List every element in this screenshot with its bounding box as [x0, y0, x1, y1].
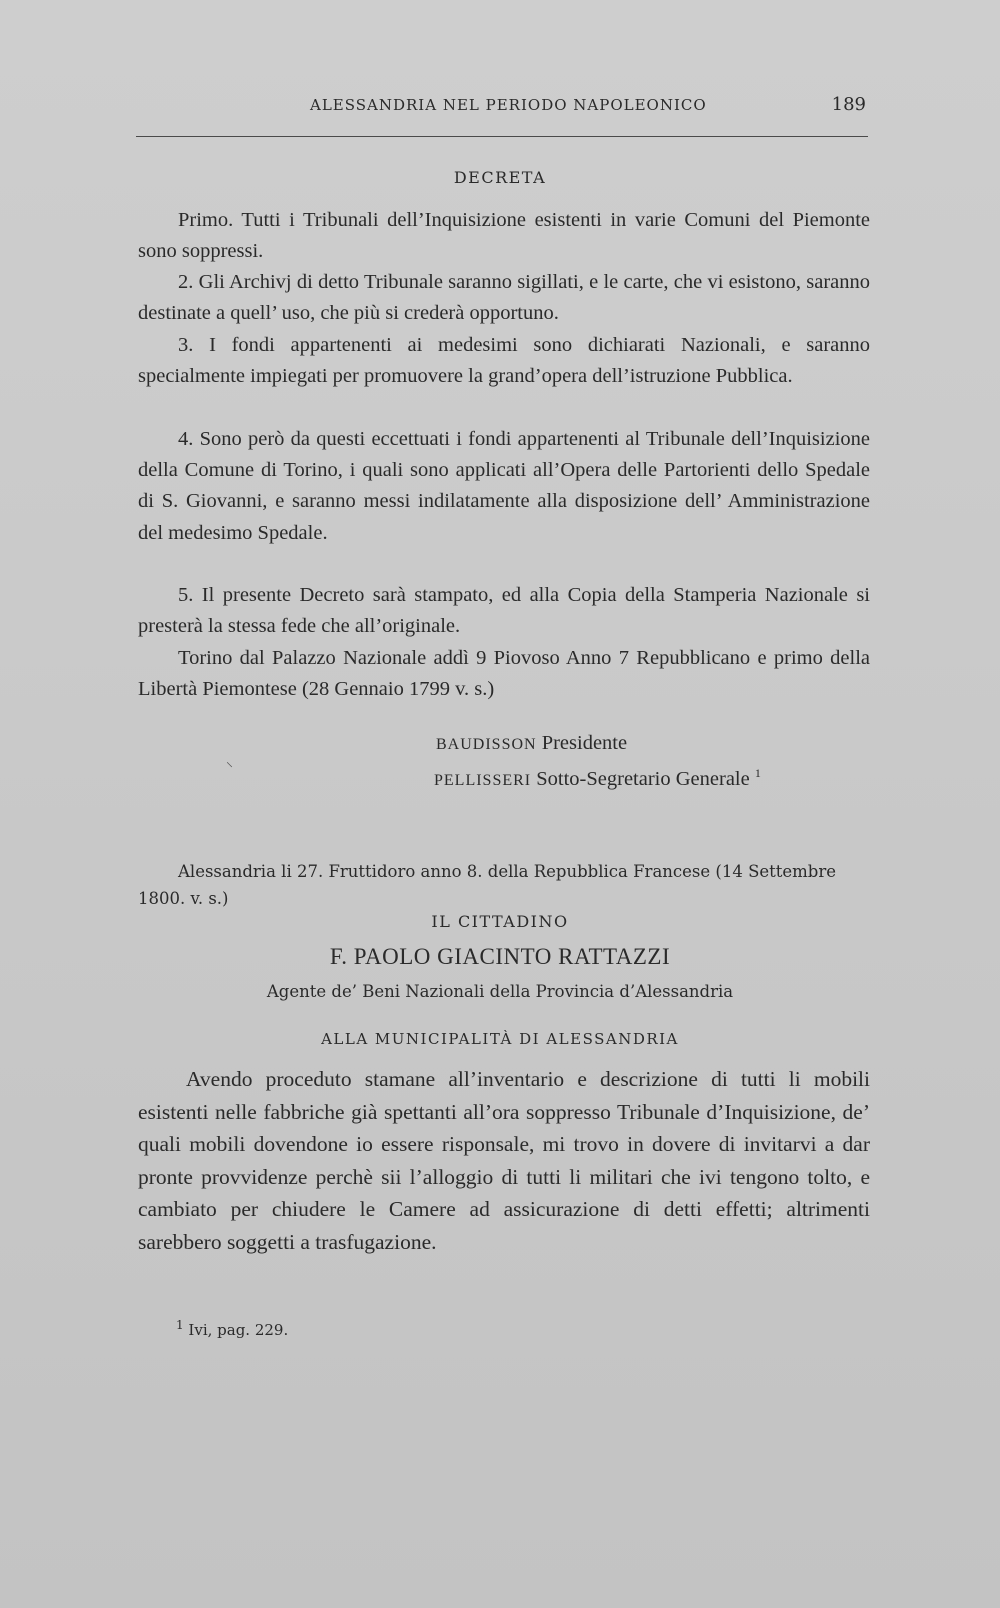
signature-president	[436, 732, 627, 755]
page-number: 189	[831, 94, 866, 115]
footnote-text: Ivi, pag. 229.	[188, 1321, 289, 1339]
footnote-reference: 1	[754, 766, 761, 780]
letter-dateline: Alessandria li 27. Fruttidoro anno 8. della Repubblica Francese (14 Settembre 1800. v. s.)	[138, 862, 837, 908]
decree-heading: DECRETA	[453, 168, 547, 187]
letter-author-role: Agente de’ Beni Nazionali della Provincia d’Alessandria	[266, 982, 734, 1001]
decree-dateline: Torino dal Palazzo Nazionale addì 9 Piovoso Anno 7 Repubblicano e primo della Libertà Piemontese (28 Gennaio 1799 v. s.)	[138, 647, 870, 701]
running-title: ALESSANDRIA NEL PERIODO NAPOLEONICO	[310, 96, 707, 114]
decree-paragraph-3: 3. I fondi appartenenti ai medesimi sono dichiarati Nazionali, e saranno specialmente impiegati per promuovere la grand’opera dell’istruzione Pubblica.	[138, 334, 870, 388]
letter-title: IL CITTADINO	[431, 912, 569, 931]
signature-secretary	[434, 766, 761, 791]
decree-paragraph-1: Primo. Tutti i Tribunali dell’Inquisizione esistenti in varie Comuni del Piemonte sono soppressi.	[138, 209, 870, 263]
decree-paragraph-5: 5. Il presente Decreto sarà stampato, ed alla Copia della Stamperia Nazionale si presterà la stessa fede che all’originale.	[138, 584, 870, 638]
letter-body: Avendo proceduto stamane all’inventario e descrizione di tutti li mobili esistenti nelle fabbriche già spettanti all’ora soppresso Tribunale d’Inquisizione, de’ quali mobili dovendone io essere risponsale, mi trovo in dovere di invitarvi a dar pronte provvidenze perchè sii l’alloggio di tutti li militari che ivi tengono tolto, e cambiato per chiudere le Camere ad assicurazione di detti effetti; altrimenti sarebbero soggetti a trasfugazione.	[138, 1067, 870, 1254]
signature-president-role: Presidente	[541, 732, 628, 754]
decree-paragraph-2: 2. Gli Archivj di detto Tribunale saranno sigillati, e le carte, che vi esistono, saranno destinate a quell’ uso, che più si crederà opportuno.	[138, 271, 870, 325]
footnote	[176, 1318, 288, 1339]
signature-secretary-role: Sotto-Segretario Generale	[536, 767, 750, 790]
footnote-marker: 1	[176, 1318, 184, 1332]
letter-author: F. PAOLO GIACINTO RATTAZZI	[329, 944, 671, 969]
decree-paragraph-4: 4. Sono però da questi eccettuati i fondi appartenenti al Tribunale dell’Inquisizione della Comune di Torino, i quali sono applicati all’Opera delle Partorienti dello Spedale di S. Giovanni, e saranno messi indilatamente alla disposizione dell’ Amministrazione del medesimo Spedale.	[138, 428, 870, 544]
signature-secretary-name: PELLISSERI	[434, 771, 532, 789]
header-rule	[136, 136, 868, 137]
print-blemish: ⸌	[226, 760, 233, 776]
letter-addressee: ALLA MUNICIPALITÀ DI ALESSANDRIA	[321, 1030, 679, 1048]
signature-president-name: BAUDISSON	[436, 736, 537, 753]
